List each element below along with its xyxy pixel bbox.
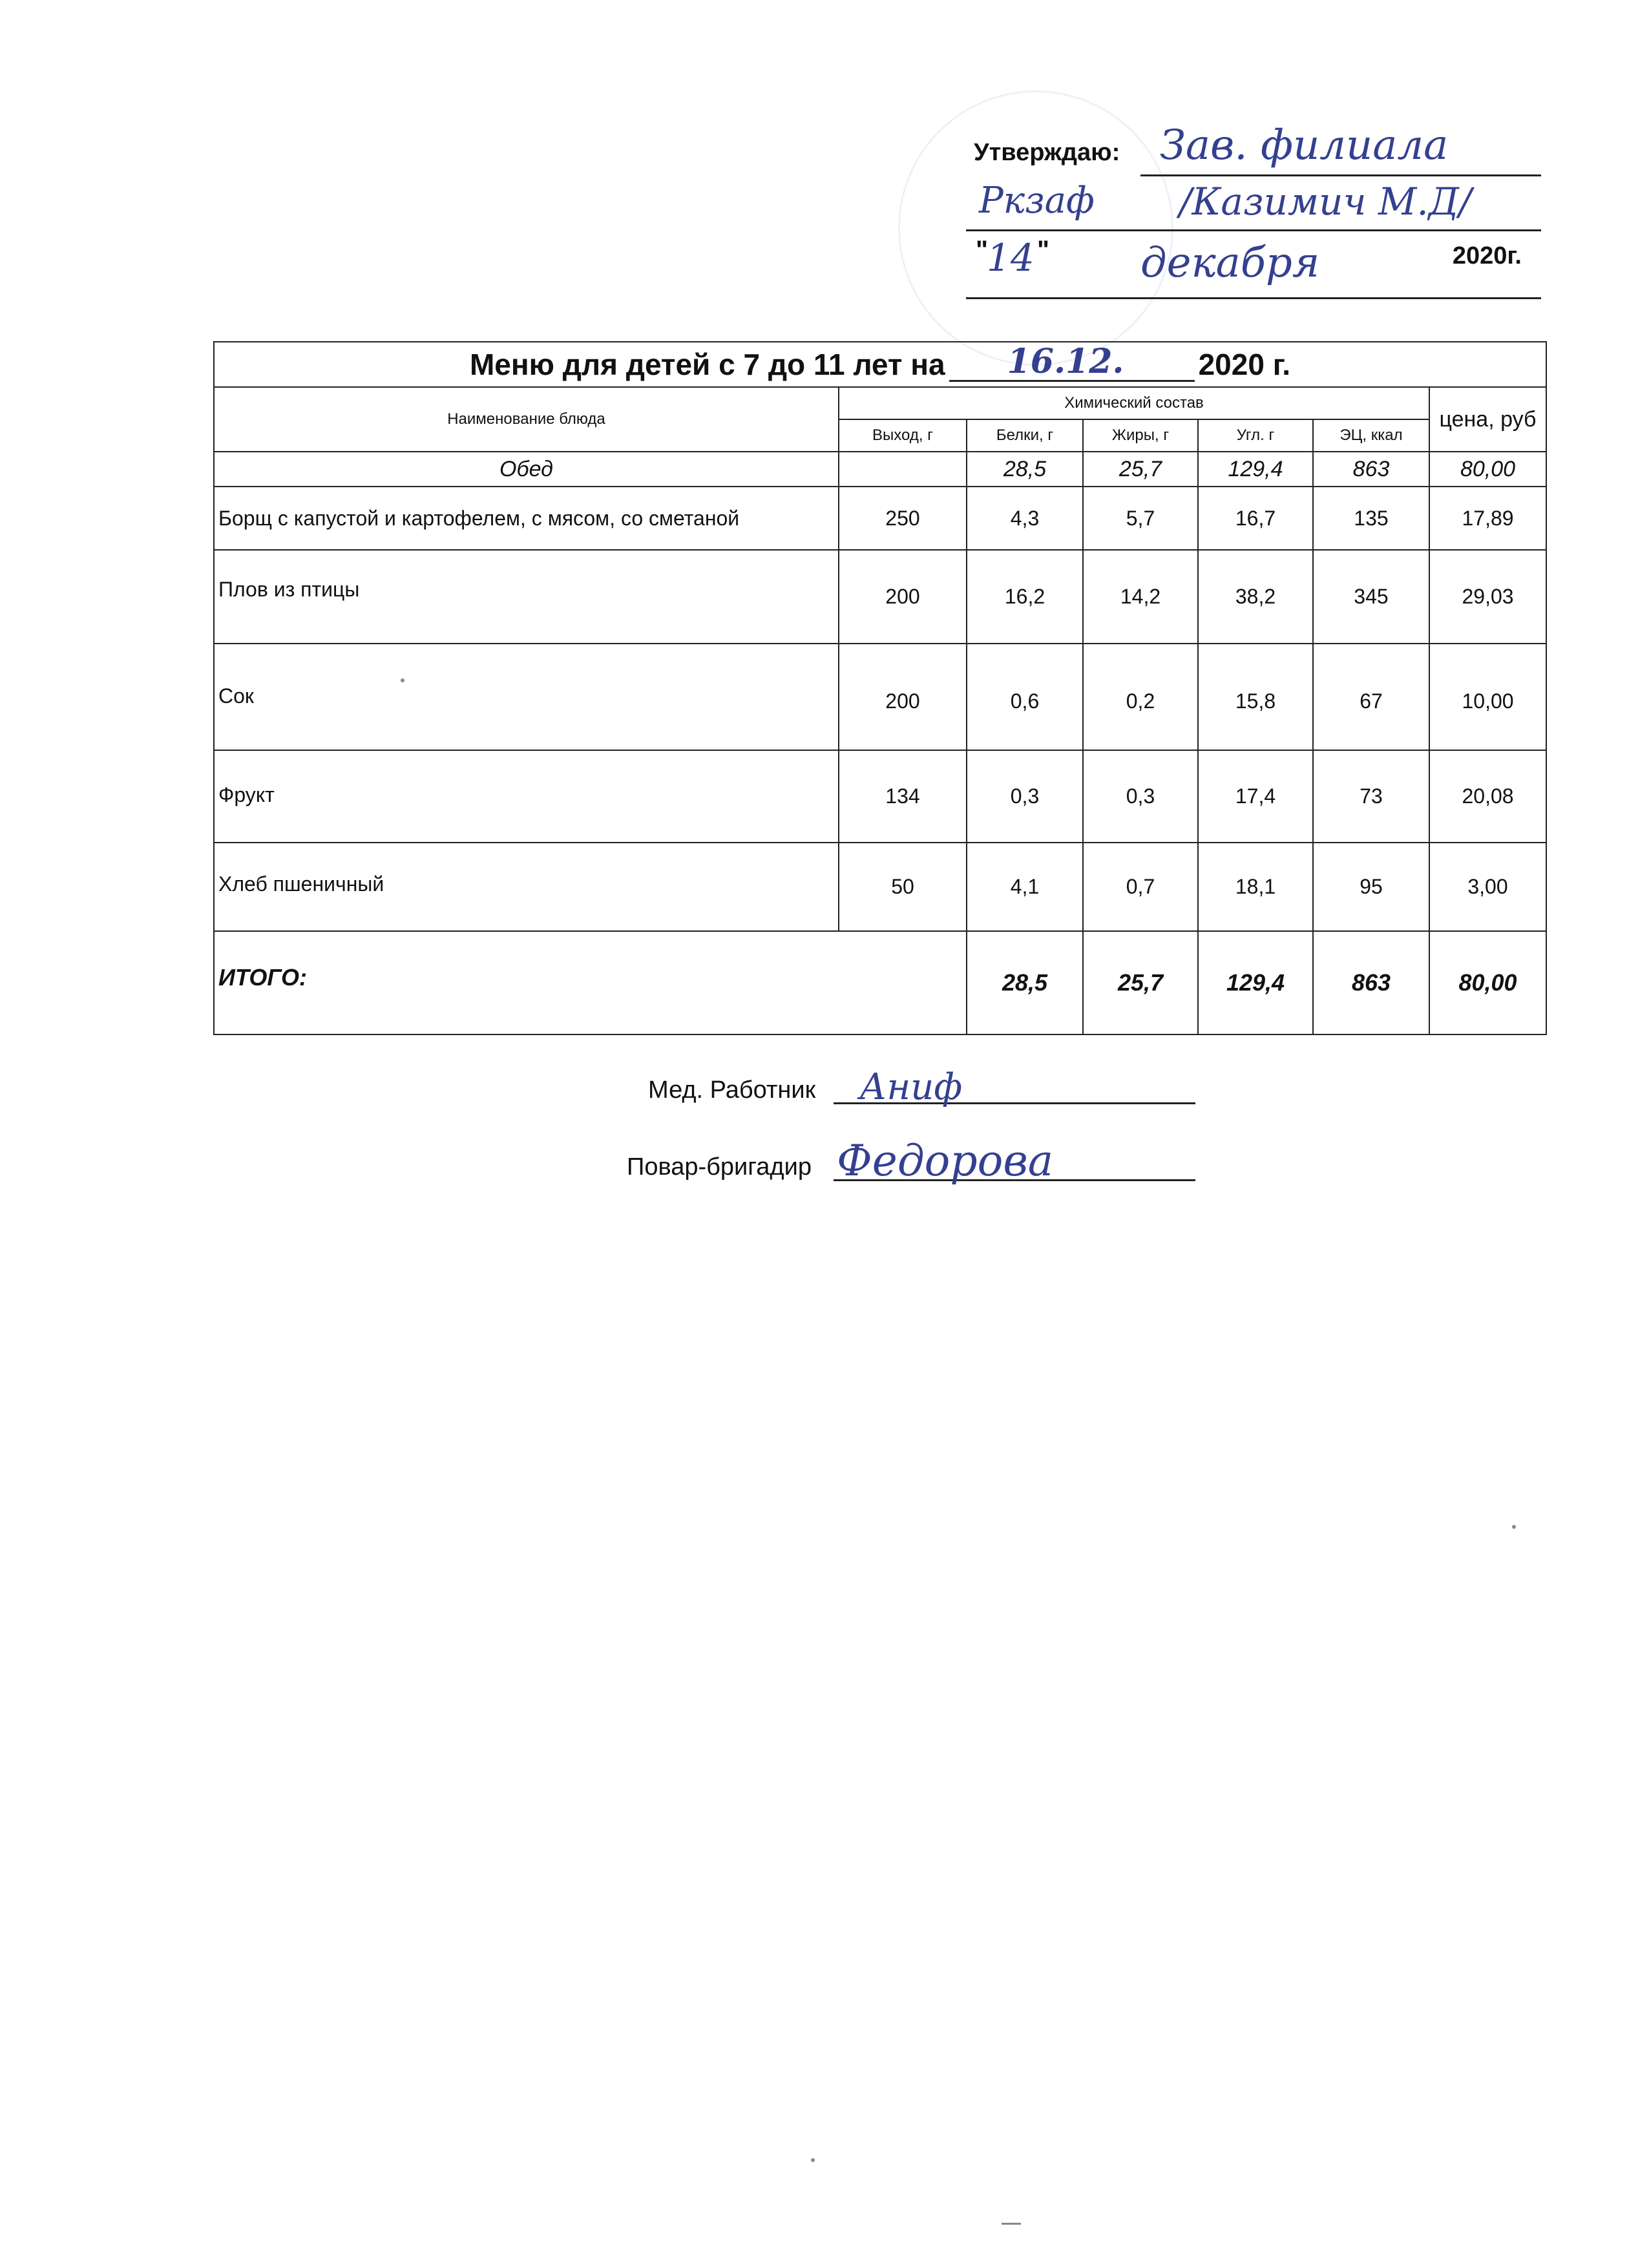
table-row bbox=[214, 487, 1546, 550]
table-row bbox=[214, 550, 1546, 644]
menu-table bbox=[213, 341, 1547, 1035]
dish-name: Борщ с капустой и картофелем, с мясом, со сметаной bbox=[214, 487, 839, 550]
approval-line-3 bbox=[966, 297, 1541, 299]
dish-price: 3,00 bbox=[1429, 843, 1546, 931]
dish-price: 10,00 bbox=[1429, 644, 1546, 750]
menu-title-date-handwritten: 16.12. bbox=[1007, 342, 1124, 381]
dish-yield: 134 bbox=[839, 750, 967, 843]
total-fat: 25,7 bbox=[1083, 931, 1198, 1034]
dish-fat: 0,3 bbox=[1083, 750, 1198, 843]
total-carbs: 129,4 bbox=[1198, 931, 1313, 1034]
total-energy: 863 bbox=[1313, 931, 1429, 1034]
section-price: 80,00 bbox=[1429, 452, 1546, 487]
total-protein: 28,5 bbox=[967, 931, 1083, 1034]
dish-carbs: 17,4 bbox=[1198, 750, 1313, 843]
dish-energy: 345 bbox=[1313, 550, 1429, 644]
header-dish: Наименование блюда bbox=[214, 387, 839, 452]
dish-yield: 200 bbox=[839, 550, 967, 644]
approval-month-handwritten: декабря bbox=[1140, 239, 1320, 287]
section-energy: 863 bbox=[1313, 452, 1429, 487]
header-chemical-composition: Химический состав bbox=[839, 387, 1429, 419]
dish-protein: 4,1 bbox=[967, 843, 1083, 931]
dish-carbs: 15,8 bbox=[1198, 644, 1313, 750]
approval-signature-mark: Ркзаф bbox=[979, 180, 1095, 222]
dish-fat: 5,7 bbox=[1083, 487, 1198, 550]
section-yield bbox=[839, 452, 967, 487]
scan-speck bbox=[1512, 1525, 1516, 1529]
dish-energy: 67 bbox=[1313, 644, 1429, 750]
menu-title bbox=[214, 342, 1546, 387]
section-name: Обед bbox=[214, 452, 839, 487]
approval-line-1 bbox=[1140, 174, 1541, 176]
table-row bbox=[214, 644, 1546, 750]
dish-yield: 50 bbox=[839, 843, 967, 931]
head-cook-label: Повар-бригадир bbox=[627, 1153, 812, 1181]
scan-speck bbox=[811, 2158, 815, 2162]
menu-title-date-line bbox=[949, 342, 1195, 382]
header-price: цена, руб bbox=[1429, 387, 1546, 452]
dish-name: Плов из птицы bbox=[214, 550, 839, 644]
approval-label: Утверждаю: bbox=[974, 139, 1120, 166]
quote-open: " bbox=[976, 236, 988, 264]
quote-close: " bbox=[1037, 236, 1049, 264]
dish-price: 20,08 bbox=[1429, 750, 1546, 843]
approval-position-handwritten: Зав. филиала bbox=[1160, 121, 1449, 169]
dish-yield: 250 bbox=[839, 487, 967, 550]
dish-carbs: 16,7 bbox=[1198, 487, 1313, 550]
dish-protein: 16,2 bbox=[967, 550, 1083, 644]
dish-price: 29,03 bbox=[1429, 550, 1546, 644]
med-worker-label: Мед. Работник bbox=[648, 1076, 816, 1104]
menu-title-suffix: 2020 г. bbox=[1198, 348, 1291, 381]
dish-energy: 95 bbox=[1313, 843, 1429, 931]
med-worker-signature-mark: Аниф bbox=[859, 1066, 963, 1108]
section-carbs: 129,4 bbox=[1198, 452, 1313, 487]
dish-fat: 0,7 bbox=[1083, 843, 1198, 931]
section-row-lunch bbox=[214, 452, 1546, 487]
dish-carbs: 18,1 bbox=[1198, 843, 1313, 931]
dish-yield: 200 bbox=[839, 644, 967, 750]
scan-speck bbox=[1002, 2223, 1021, 2225]
dish-energy: 135 bbox=[1313, 487, 1429, 550]
table-row bbox=[214, 750, 1546, 843]
dish-fat: 0,2 bbox=[1083, 644, 1198, 750]
table-row bbox=[214, 843, 1546, 931]
approval-day-handwritten: 14 bbox=[987, 236, 1035, 280]
approval-name-handwritten: /Казимич М.Д/ bbox=[1179, 180, 1472, 224]
dish-carbs: 38,2 bbox=[1198, 550, 1313, 644]
header-energy: ЭЦ, ккал bbox=[1313, 419, 1429, 452]
header-carbs: Угл. г bbox=[1198, 419, 1313, 452]
header-protein: Белки, г bbox=[967, 419, 1083, 452]
dish-protein: 4,3 bbox=[967, 487, 1083, 550]
section-protein: 28,5 bbox=[967, 452, 1083, 487]
dish-energy: 73 bbox=[1313, 750, 1429, 843]
approval-block bbox=[966, 110, 1535, 304]
dish-protein: 0,6 bbox=[967, 644, 1083, 750]
dish-price: 17,89 bbox=[1429, 487, 1546, 550]
section-fat: 25,7 bbox=[1083, 452, 1198, 487]
header-fat: Жиры, г bbox=[1083, 419, 1198, 452]
approval-line-2 bbox=[966, 229, 1541, 231]
dish-fat: 14,2 bbox=[1083, 550, 1198, 644]
head-cook-signature-handwritten: Федорова bbox=[837, 1136, 1054, 1186]
dish-protein: 0,3 bbox=[967, 750, 1083, 843]
total-row bbox=[214, 931, 1546, 1034]
dish-name: Фрукт bbox=[214, 750, 839, 843]
approval-year: 2020г. bbox=[1452, 242, 1522, 269]
scan-speck bbox=[401, 678, 404, 682]
dish-name: Хлеб пшеничный bbox=[214, 843, 839, 931]
total-price: 80,00 bbox=[1429, 931, 1546, 1034]
dish-name: Сок bbox=[214, 644, 839, 750]
header-yield: Выход, г bbox=[839, 419, 967, 452]
menu-title-prefix: Меню для детей с 7 до 11 лет на bbox=[469, 348, 945, 381]
total-label: ИТОГО: bbox=[214, 931, 967, 1034]
